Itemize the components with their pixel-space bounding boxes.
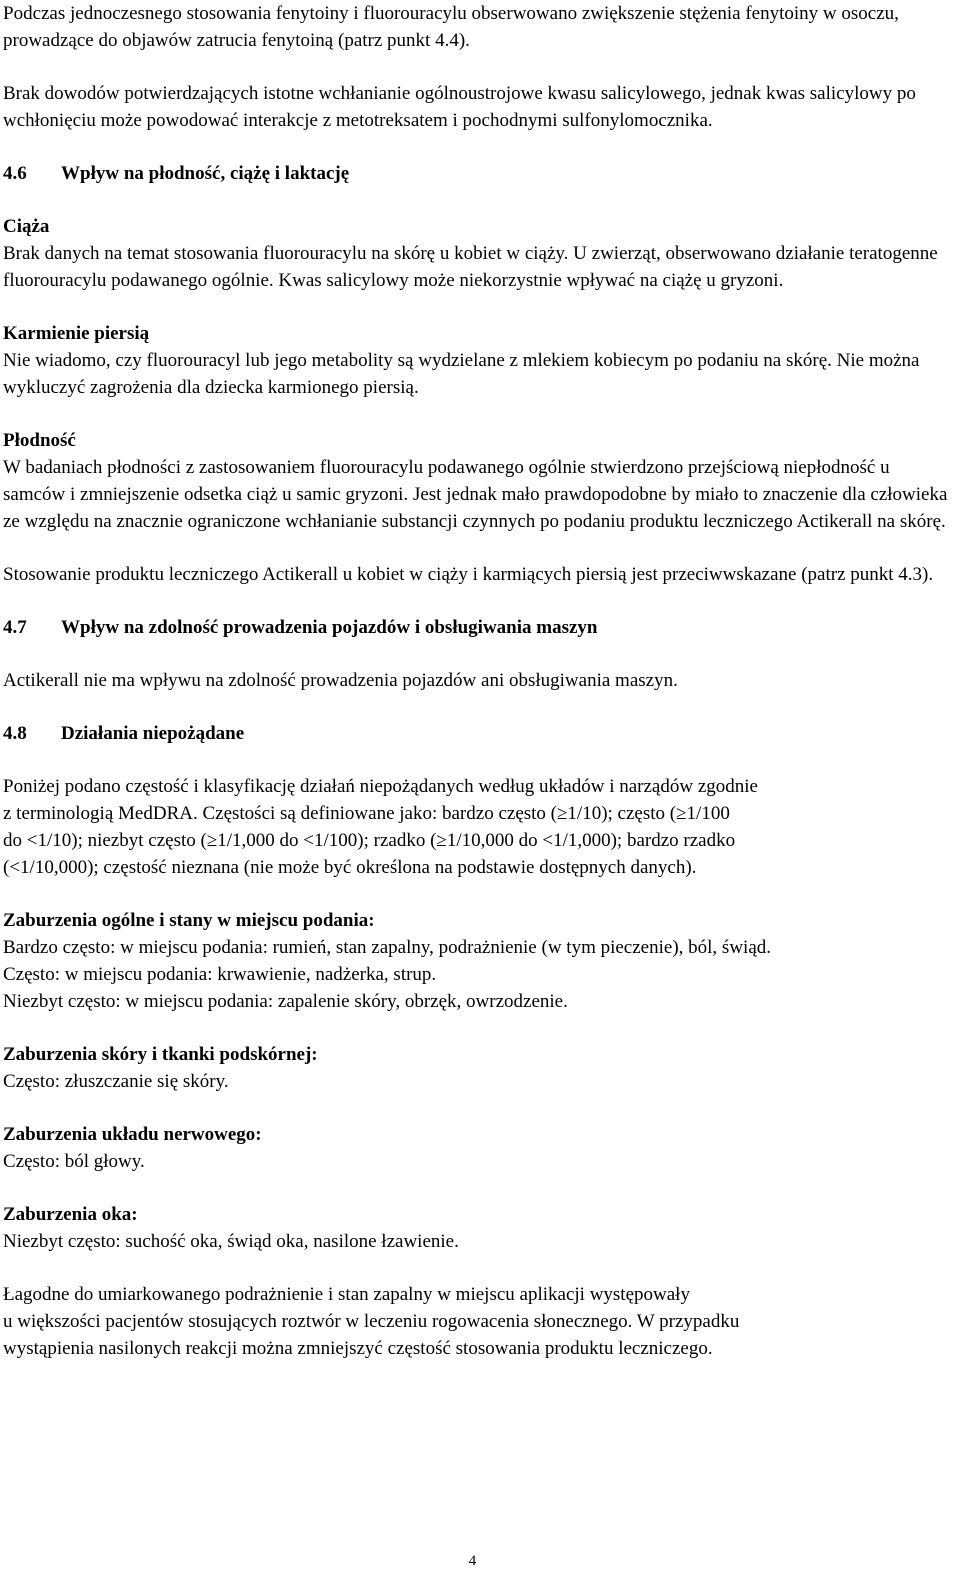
document-body — [3, 0, 948, 1388]
adverse-effects-intro — [3, 773, 948, 881]
section-title: Działania niepożądane — [61, 723, 245, 744]
intro-line: do <1/10); niezbyt często (≥1/1,000 do <1/100); rzadko (≥1/10,000 do <1/1,000); bardzo rzadko — [3, 830, 736, 851]
driving-text: Actikerall nie ma wpływu na zdolność prowadzenia pojazdów ani obsługiwania maszyn. — [3, 670, 678, 691]
fertility-heading: Płodność — [3, 430, 76, 451]
section-number: 4.6 — [3, 163, 27, 184]
section-4-7-heading — [3, 614, 948, 641]
fertility-text: W badaniach płodności z zastosowaniem fluorouracylu podawanego ogólnie stwierdzono przejściową niepłodność u samców i zmniejszenie odsetka ciąż u samic gryzoni. Jest jednak mało prawdopodobne by miało to znaczenie dla człowieka ze względu na znacznie ograniczone wchłanianie substancji czynnych po podaniu produktu leczniczego Actikerall na skórę. — [3, 457, 948, 532]
breastfeeding-heading: Karmienie piersią — [3, 323, 150, 344]
general-disorders-block — [3, 907, 948, 1015]
pregnancy-heading: Ciąża — [3, 216, 50, 237]
section-4-6-heading — [3, 160, 948, 187]
closing-paragraph — [3, 1281, 948, 1362]
skin-disorders-line: Często: złuszczanie się skóry. — [3, 1071, 229, 1092]
section-title: Wpływ na płodność, ciążę i laktację — [61, 163, 350, 184]
intro-paragraph-phenytoin: Podczas jednoczesnego stosowania fenytoiny i fluorouracylu obserwowano zwiększenie stężenia fenytoiny w osoczu, prowadzące do objawów zatrucia fenytoiną (patrz punkt 4.4). — [3, 3, 899, 51]
intro-paragraph-salicylic-acid: Brak dowodów potwierdzających istotne wchłanianie ogólnoustrojowe kwasu salicylowego, jednak kwas salicylowy po wchłonięciu może powodować interakcje z metotreksatem i pochodnymi sulfonylomocznika. — [3, 83, 916, 131]
general-disorders-line: Niezbyt często: w miejscu podania: zapalenie skóry, obrzęk, owrzodzenie. — [3, 991, 568, 1012]
contraindication-text: Stosowanie produktu leczniczego Actikerall u kobiet w ciąży i karmiących piersią jest przeciwwskazane (patrz punkt 4.3). — [3, 564, 934, 585]
intro-line: z terminologią MedDRA. Częstości są definiowane jako: bardzo często (≥1/10); często (≥1/100 — [3, 803, 730, 824]
closing-line: wystąpienia nasilonych reakcji można zmniejszyć częstość stosowania produktu leczniczego. — [3, 1338, 713, 1359]
nervous-disorders-heading: Zaburzenia układu nerwowego: — [3, 1124, 262, 1145]
general-disorders-line: Bardzo często: w miejscu podania: rumień, stan zapalny, podrażnienie (w tym pieczenie), ból, świąd. — [3, 937, 772, 958]
pregnancy-text: Brak danych na temat stosowania fluorouracylu na skórę u kobiet w ciąży. U zwierząt, obserwowano działanie teratogenne fluorouracylu podawanego ogólnie. Kwas salicylowy może niekorzystnie wpływać na ciążę u gryzoni. — [3, 243, 938, 291]
section-4-8-heading — [3, 720, 948, 747]
eye-disorders-block — [3, 1201, 948, 1255]
page-number: 4 — [468, 1553, 477, 1569]
eye-disorders-heading: Zaburzenia oka: — [3, 1204, 138, 1225]
nervous-disorders-line: Często: ból głowy. — [3, 1151, 145, 1172]
section-number: 4.8 — [3, 723, 27, 744]
nervous-disorders-block — [3, 1121, 948, 1175]
closing-line: Łagodne do umiarkowanego podrażnienie i stan zapalny w miejscu aplikacji występowały — [3, 1284, 690, 1305]
general-disorders-line: Często: w miejscu podania: krwawienie, nadżerka, strup. — [3, 964, 437, 985]
general-disorders-heading: Zaburzenia ogólne i stany w miejscu podania: — [3, 910, 375, 931]
skin-disorders-heading: Zaburzenia skóry i tkanki podskórnej: — [3, 1044, 318, 1065]
intro-line: (<1/10,000); częstość nieznana (nie może być określona na podstawie dostępnych danych). — [3, 857, 697, 878]
section-number: 4.7 — [3, 617, 27, 638]
skin-disorders-block — [3, 1041, 948, 1095]
section-title: Wpływ na zdolność prowadzenia pojazdów i obsługiwania maszyn — [61, 617, 598, 638]
closing-line: u większości pacjentów stosujących roztwór w leczeniu rogowacenia słonecznego. W przypadku — [3, 1311, 740, 1332]
breastfeeding-text: Nie wiadomo, czy fluorouracyl lub jego metabolity są wydzielane z mlekiem kobiecym po podaniu na skórę. Nie można wykluczyć zagrożenia dla dziecka karmionego piersią. — [3, 350, 920, 398]
eye-disorders-line: Niezbyt często: suchość oka, świąd oka, nasilone łzawienie. — [3, 1231, 459, 1252]
intro-line: Poniżej podano częstość i klasyfikację działań niepożądanych według układów i narządów zgodnie — [3, 776, 758, 797]
